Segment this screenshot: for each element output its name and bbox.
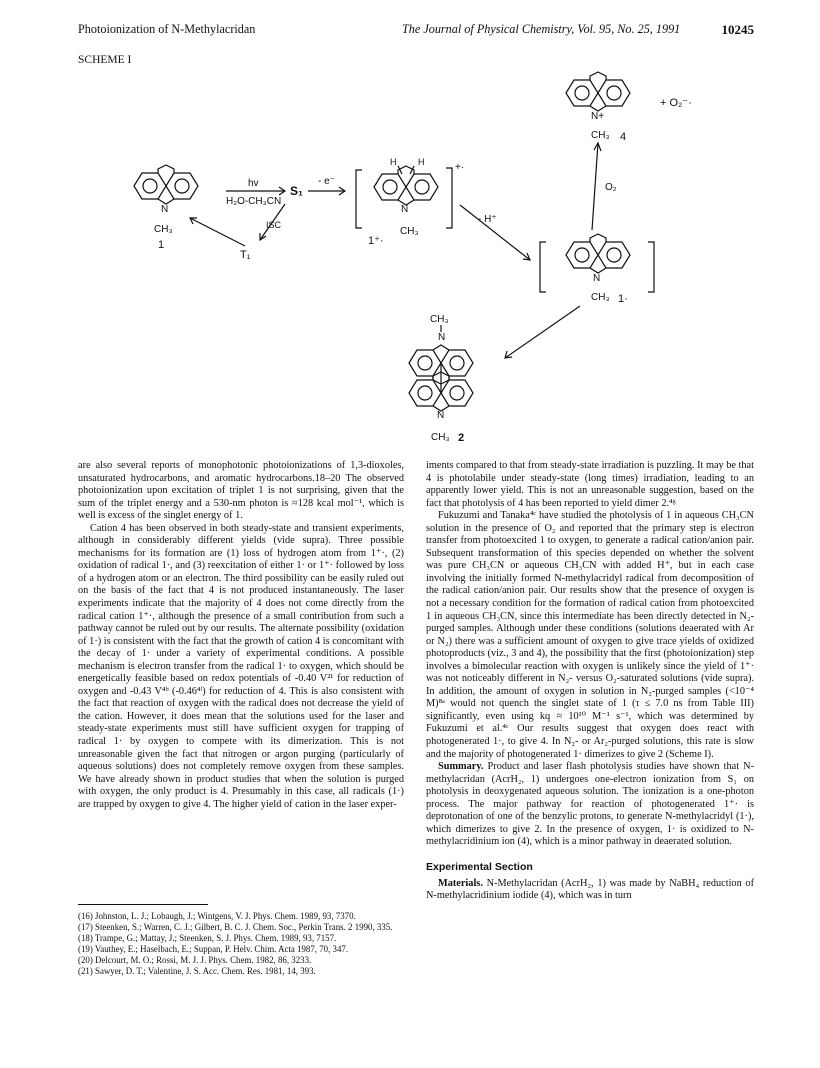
running-header <box>78 22 754 40</box>
molecule-1-radical <box>566 234 630 273</box>
rad-label: 1· <box>618 293 628 305</box>
radcat-h2: H <box>418 157 425 167</box>
section-title: Experimental Section <box>426 860 533 873</box>
left-paragraph-2: Cation 4 has been observed in both steady-state and transient experiments, although in considerably different yields (vide supra). Three possible mechanisms for its formation are (1) loss of hydrogen atom from 1⁺·, (2) oxidation of radical 1·, and (3) reexcitation of either 1· or 1⁺· followed by loss of a hydrogen atom or an electron. The third possibility can be easily ruled out on the basis of the fact that 4 is not produced instantaneously. The laser experiments indicate that the majority of 4 does not come directly from the radical cation 1⁺·, although the presence of a small contribution from such a pathway cannot be ruled out by our results. The alternate possibility (oxidation of 1·) is consistent with the fact that the growth of cation 4 is concomitant with the decay of 1· under a variety of experimental conditions. A possible mechanism is electron transfer from the radical 1· to oxygen, which should be energetically feasible based on redox potentials of -0.40 V²¹ for reduction of oxygen and -0.43 V⁴ᵇ (-0.46⁴ˡ) for reduction of 4. This is also consistent with the fact that reaction of oxygen with the radical does not decrease the yield of the cation. However, it does mean that the solutions used for the laser and steady-state experiments must still have sufficient oxygen for trapping of radical 1· by oxygen to compete with its dimerization. This is not unreasonable given the fact that nitrogen or argon purging (particularly of aqueous solutions) does not completely remove oxygen from these samples. We have already shown in product studies that when the solution is purged with oxygen, the only product is 4. Presumably in this case, all radicals (1·) are trapped by oxygen to give 4. The higher yield of cation in the laser exper- <box>78 522 404 810</box>
t1-label: T₁ <box>240 249 251 261</box>
isc-label: ISC <box>266 220 282 230</box>
header-journal: The Journal of Physical Chemistry, Vol. 95, No. 25, 1991 <box>402 22 681 36</box>
header-article-title: Photoionization of N-Methylacridan <box>78 22 256 36</box>
footnote-18: (18) Trampe, G.; Mattay, J.; Steenken, S. J. Phys. Chem. 1989, 93, 7157. <box>78 933 337 943</box>
radcat-label: 1⁺· <box>368 235 384 247</box>
radcat-charge: +· <box>455 162 465 173</box>
bracket-right-radcat <box>446 168 452 228</box>
mol1-n: N <box>161 204 169 215</box>
scheme-label: SCHEME I <box>78 54 132 66</box>
summary-paragraph <box>426 761 754 849</box>
dimer-n-bottom: N <box>437 410 445 421</box>
molecule-4 <box>566 72 630 111</box>
reaction-scheme <box>0 60 820 460</box>
cat4-label: 4 <box>620 131 627 143</box>
dimer-ch3-top: CH₃ <box>430 314 449 325</box>
mol1-label: 1 <box>158 239 165 251</box>
hv-label: hv <box>248 178 259 189</box>
superoxide: + O₂⁻· <box>660 97 692 109</box>
right-paragraph-2: Fukuzumi and Tanaka⁴ᶜ have studied the photolysis of 1 in aqueous CH₃CN solution in the presence of O₂ and reported that the primary step is electron transfer from photoexcited 1 to oxygen, to generate a radical cation/anion pair. Subsequent transformation of this species depended on whether the solvent was pure CH₃CN or aqueous CH₃CN with added H⁺, but in each case involving the initially formed N-methylacridyl radical from decomposition of the radical cation/anion pair. Our results show that the presence of oxygen is not a necessary condition for the formation of radical cation from photoexcited 1 in aqueous CH₃CN, since this intermediate has been directly detected in N₂-purged samples. Although under these conditions (solutions deaerated with Ar or N₂) there was a sufficient amount of oxygen to give trace yields of oxidized photoproducts (viz., 3 and 4), the possibility that the first (photoionization) step involves a bimolecular reaction with oxygen is unlikely since the yield of 1⁺· was not noticeably different in N₂- versus O₂-saturated solutions (vide supra). In addition, the amount of oxygen in solution in N₂-purged samples (<10⁻⁴ M)⁸ᵃ would not quench the singlet state of 1 (τ ≤ 7.0 ns from Table III) significantly, even using kq ≈ 10¹⁰ M⁻¹ s⁻¹, which was determined by Fukuzumi et al.⁴ᶜ Our results suggest that oxygen does react with photogenerated 1·, to give 4. In N₂- or Ar₂-purged solutions, this rate is slow and the majority of photogenerated 1· dimerizes to give 2 (Scheme I). <box>426 510 754 760</box>
right-column <box>426 460 754 903</box>
mol1-ch3: CH₃ <box>154 224 173 235</box>
footnote-20: (20) Delcourt, M. O.; Rossi, M. J. J. Phys. Chem. 1982, 86, 3233. <box>78 955 312 965</box>
o2-arrow <box>592 143 598 230</box>
footnote-16: (16) Johnston, L. J.; Lobaugh, J.; Wintgens, V. J. Phys. Chem. 1989, 93, 7370. <box>78 911 356 921</box>
footnote-17: (17) Steenken, S.; Warren, C. J.; Gilbert, B. C. J. Chem. Soc., Perkin Trans. 2 1990, 335. <box>78 922 393 932</box>
solvent-label: H₂O-CH₃CN <box>226 196 282 207</box>
dimer-label: 2 <box>458 432 465 444</box>
summary-label: Summary. <box>438 761 484 773</box>
t1-arrow <box>190 218 245 246</box>
header-page-number: 10245 <box>721 22 754 37</box>
minus-h-label: - H⁺ <box>478 214 497 225</box>
bracket-left-radcat <box>356 170 362 228</box>
left-column <box>78 460 404 811</box>
footnote-21: (21) Sawyer, D. T.; Valentine, J. S. Acc. Chem. Res. 1981, 14, 393. <box>78 966 316 976</box>
left-paragraph-1: are also several reports of monophotonic photoionizations of 1,3-dioxoles, unsaturated hydrocarbons, and aromatic hydrocarbons.18–20 The observed photoionization upon excitation of triplet 1 is not surprising, given that the sum of the triplet energy and a 530-nm photon is ≈128 kcal mol⁻¹, which is well is excess of the singlet energy of 1. <box>78 460 404 522</box>
rad-n: N <box>593 273 601 284</box>
cat4-ch3: CH₃ <box>591 130 610 141</box>
footnote-rule <box>78 904 208 905</box>
dimer-n-top: N <box>438 332 446 343</box>
e-minus-label: - e⁻ <box>318 176 335 187</box>
o2-label: O₂ <box>605 182 617 193</box>
s1-label: S₁ <box>290 184 303 198</box>
dimer-arrow <box>505 306 580 358</box>
molecule-1-radcat <box>374 166 438 205</box>
materials-text: N-Methylacridan (AcrH₂, 1) was made by NaBH₄ reduction of N-methylacridinium iodide (4), which was in turn <box>426 877 754 902</box>
bracket-left-rad <box>540 242 546 292</box>
radcat-h1: H <box>390 157 397 167</box>
radcat-ch3: CH₃ <box>400 226 419 237</box>
footnote-19: (19) Vauthey, E.; Haselbach, E.; Suppan, P. Helv. Chim. Acta 1987, 70, 347. <box>78 944 349 954</box>
dimer-ch3-bottom: CH₃ <box>431 432 450 443</box>
bracket-right-rad <box>648 242 654 292</box>
materials-label: Materials. <box>438 877 483 889</box>
radcat-n: N <box>401 204 409 215</box>
footnotes <box>78 904 404 977</box>
rad-ch3: CH₃ <box>591 292 610 303</box>
cat4-n: N+ <box>591 111 605 122</box>
right-paragraph-1: iments compared to that from steady-state irradiation is puzzling. It may be that 4 is photolabile under steady-state (long times) irradiation, leading to an apparently lower yield. This is not an unreasonable suggestion, based on the fact that photolysis of 4 has been reported to yield dimer 2.⁴ᵍ <box>426 460 754 509</box>
summary-text: Product and laser flash photolysis studies have shown that N-methylacridan (AcrH₂, 1) undergoes one-electron ionization from S₁ on photolysis in deoxygenated aqueous solution. The ionization is a one-photon process. The major pathway for reaction of photogenerated 1⁺· is deprotonation of one of the benzylic protons, to generate N-methylacridyl (1·), which dimerizes to give 2. In the presence of oxygen, 1· is oxidized to N-methylacridinium ion (4), which is a minor pathway in deaerated solution. <box>426 761 754 848</box>
materials-paragraph <box>426 878 754 903</box>
molecule-1 <box>134 165 198 204</box>
